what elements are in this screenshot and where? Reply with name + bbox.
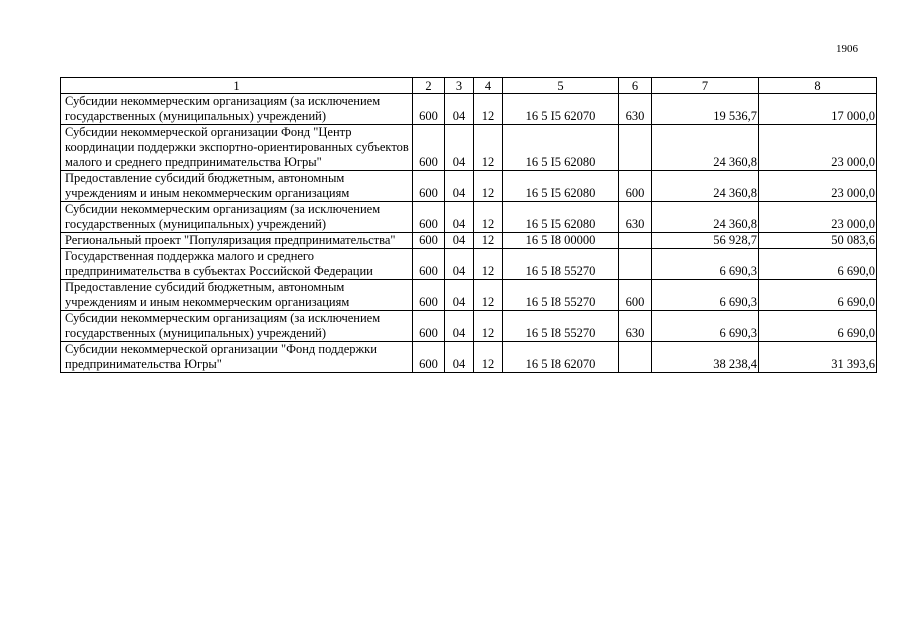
cell-col-5: 16 5 I8 55270 <box>503 311 619 342</box>
header-col-4: 4 <box>474 78 503 94</box>
header-col-1: 1 <box>61 78 413 94</box>
cell-col-3: 04 <box>445 94 474 125</box>
cell-name: Субсидии некоммерческим организациям (за исключением государственных (муниципальных) учреждений) <box>61 202 413 233</box>
cell-col-6 <box>619 233 652 249</box>
cell-col-4: 12 <box>474 125 503 171</box>
cell-col-2: 600 <box>413 342 445 373</box>
table-row <box>61 202 877 233</box>
cell-col-5: 16 5 I5 62080 <box>503 171 619 202</box>
cell-col-3: 04 <box>445 125 474 171</box>
cell-col-3: 04 <box>445 233 474 249</box>
cell-col-2: 600 <box>413 202 445 233</box>
cell-col-5: 16 5 I8 62070 <box>503 342 619 373</box>
table-body <box>61 94 877 373</box>
cell-col-3: 04 <box>445 342 474 373</box>
table-row <box>61 342 877 373</box>
cell-col-2: 600 <box>413 171 445 202</box>
cell-col-8: 17 000,0 <box>759 94 877 125</box>
page-number: 1906 <box>836 43 858 55</box>
cell-name: Предоставление субсидий бюджетным, автономным учреждениям и иным некоммерческим организациям <box>61 280 413 311</box>
cell-col-2: 600 <box>413 280 445 311</box>
cell-col-6: 630 <box>619 311 652 342</box>
cell-col-4: 12 <box>474 311 503 342</box>
cell-col-8: 6 690,0 <box>759 311 877 342</box>
cell-col-3: 04 <box>445 202 474 233</box>
cell-col-5: 16 5 I5 62070 <box>503 94 619 125</box>
table-row <box>61 311 877 342</box>
cell-col-8: 31 393,6 <box>759 342 877 373</box>
cell-col-2: 600 <box>413 249 445 280</box>
cell-col-8: 6 690,0 <box>759 249 877 280</box>
cell-col-4: 12 <box>474 171 503 202</box>
cell-col-8: 23 000,0 <box>759 125 877 171</box>
cell-col-3: 04 <box>445 311 474 342</box>
header-col-8: 8 <box>759 78 877 94</box>
cell-col-6 <box>619 125 652 171</box>
table-row <box>61 233 877 249</box>
cell-col-5: 16 5 I8 00000 <box>503 233 619 249</box>
cell-name: Предоставление субсидий бюджетным, автономным учреждениям и иным некоммерческим организациям <box>61 171 413 202</box>
header-col-6: 6 <box>619 78 652 94</box>
header-col-3: 3 <box>445 78 474 94</box>
cell-col-8: 50 083,6 <box>759 233 877 249</box>
cell-col-6: 630 <box>619 202 652 233</box>
cell-col-7: 6 690,3 <box>652 280 759 311</box>
cell-col-5: 16 5 I5 62080 <box>503 202 619 233</box>
cell-col-6: 600 <box>619 280 652 311</box>
cell-name: Субсидии некоммерческой организации "Фонд поддержки предпринимательства Югры" <box>61 342 413 373</box>
cell-col-7: 24 360,8 <box>652 171 759 202</box>
cell-name: Субсидии некоммерческим организациям (за исключением государственных (муниципальных) учреждений) <box>61 94 413 125</box>
cell-col-6: 600 <box>619 171 652 202</box>
cell-col-2: 600 <box>413 233 445 249</box>
cell-col-4: 12 <box>474 342 503 373</box>
cell-col-3: 04 <box>445 249 474 280</box>
cell-col-4: 12 <box>474 94 503 125</box>
cell-col-7: 19 536,7 <box>652 94 759 125</box>
cell-name: Региональный проект "Популяризация предпринимательства" <box>61 233 413 249</box>
cell-col-7: 56 928,7 <box>652 233 759 249</box>
cell-col-5: 16 5 I8 55270 <box>503 249 619 280</box>
cell-col-7: 24 360,8 <box>652 125 759 171</box>
cell-col-8: 23 000,0 <box>759 171 877 202</box>
table-row <box>61 171 877 202</box>
header-col-5: 5 <box>503 78 619 94</box>
table-row <box>61 94 877 125</box>
cell-col-7: 24 360,8 <box>652 202 759 233</box>
cell-col-8: 6 690,0 <box>759 280 877 311</box>
cell-col-4: 12 <box>474 233 503 249</box>
cell-col-8: 23 000,0 <box>759 202 877 233</box>
cell-name: Государственная поддержка малого и среднего предпринимательства в субъектах Российской Федерации <box>61 249 413 280</box>
header-col-7: 7 <box>652 78 759 94</box>
header-col-2: 2 <box>413 78 445 94</box>
cell-col-6 <box>619 342 652 373</box>
header-row <box>61 78 877 94</box>
cell-col-7: 6 690,3 <box>652 311 759 342</box>
cell-col-4: 12 <box>474 249 503 280</box>
cell-col-6: 630 <box>619 94 652 125</box>
table-row <box>61 280 877 311</box>
cell-col-5: 16 5 I5 62080 <box>503 125 619 171</box>
table-row <box>61 249 877 280</box>
cell-col-3: 04 <box>445 280 474 311</box>
cell-col-4: 12 <box>474 280 503 311</box>
cell-col-7: 38 238,4 <box>652 342 759 373</box>
cell-name: Субсидии некоммерческой организации Фонд "Центр координации поддержки экспортно-ориентированных субъектов малого и среднего предпринимательства Югры" <box>61 125 413 171</box>
cell-col-4: 12 <box>474 202 503 233</box>
cell-col-5: 16 5 I8 55270 <box>503 280 619 311</box>
cell-col-3: 04 <box>445 171 474 202</box>
cell-name: Субсидии некоммерческим организациям (за исключением государственных (муниципальных) учреждений) <box>61 311 413 342</box>
cell-col-2: 600 <box>413 94 445 125</box>
cell-col-2: 600 <box>413 125 445 171</box>
table-header <box>61 78 877 94</box>
cell-col-7: 6 690,3 <box>652 249 759 280</box>
cell-col-2: 600 <box>413 311 445 342</box>
budget-table <box>60 77 877 373</box>
table-row <box>61 125 877 171</box>
cell-col-6 <box>619 249 652 280</box>
